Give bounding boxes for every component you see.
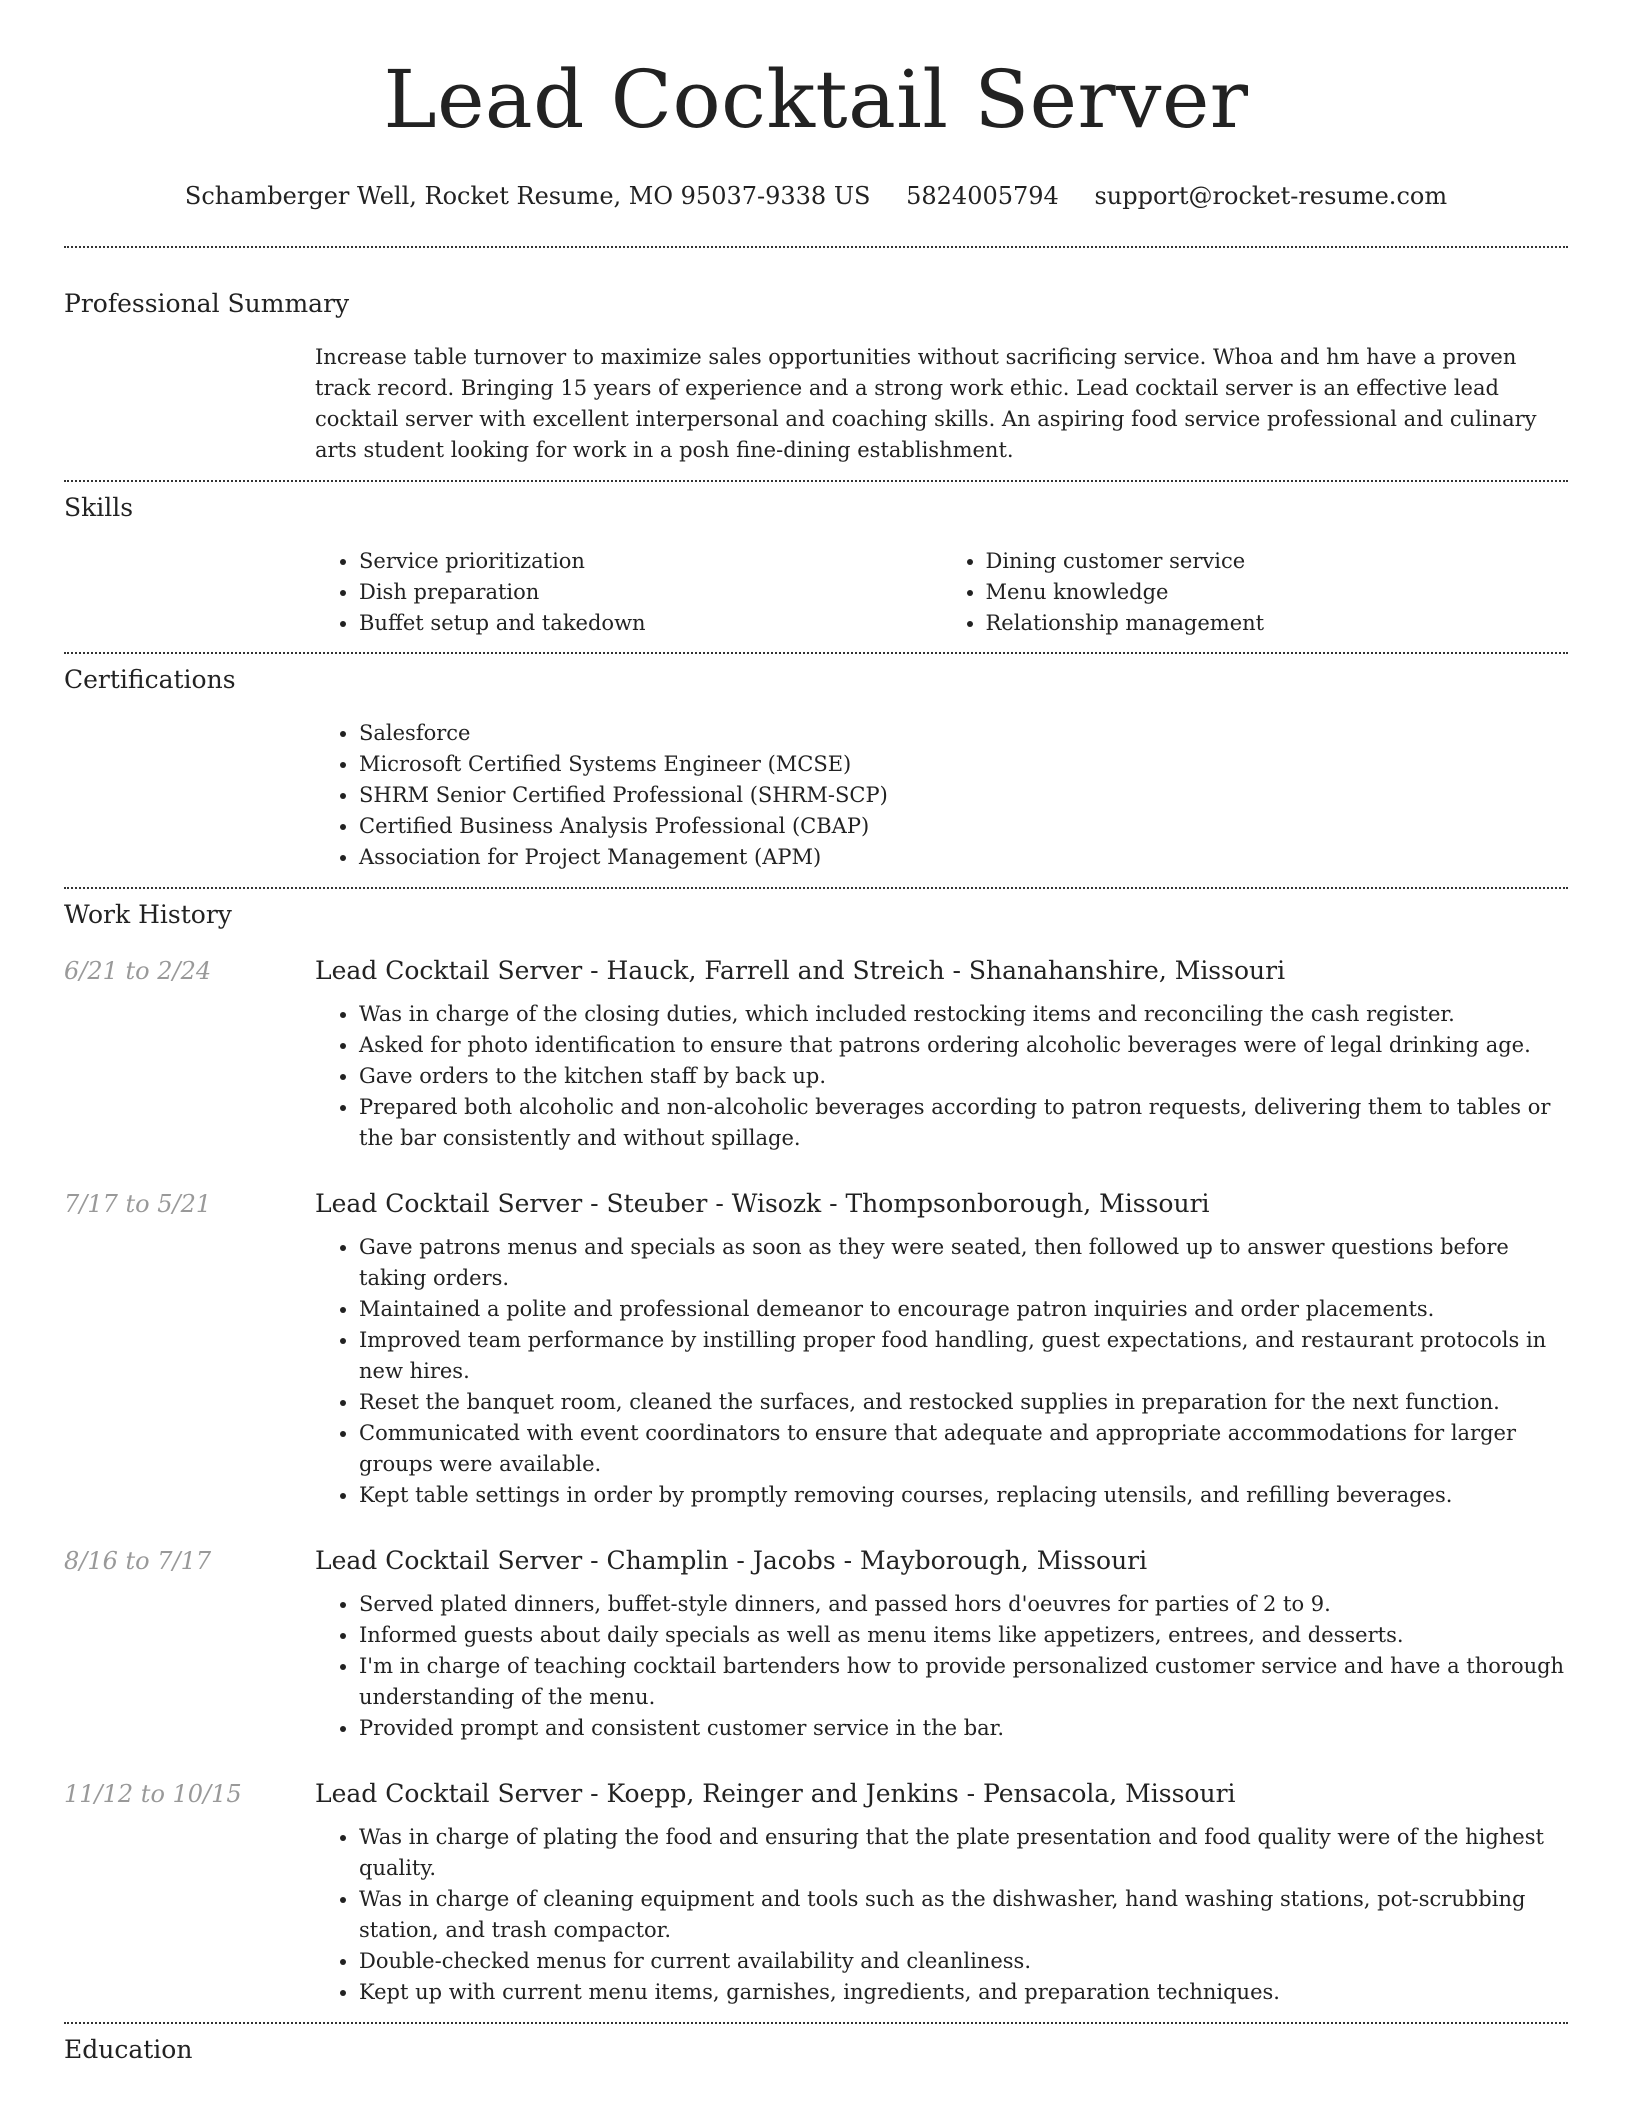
job-bullet: • I'm in charge of teaching cocktail bartenders how to provide personalized customer service and have a thorough understanding of the menu.: [359, 1651, 1568, 1713]
job-dates: 11/12 to 10/15: [64, 1780, 242, 1808]
job-bullet: • Maintained a polite and professional demeanor to encourage patron inquiries and order placements.: [359, 1294, 1568, 1325]
skills-list-left: [315, 546, 942, 639]
job-heading: Lead Cocktail Server - Champlin - Jacobs - Mayborough, Missouri: [315, 1546, 1148, 1575]
job-dates: 8/16 to 7/17: [64, 1547, 212, 1575]
job-bullet: • Improved team performance by instilling proper food handling, guest expectations, and restaurant protocols in new hires.: [359, 1325, 1568, 1387]
job-entry: [64, 1545, 1568, 1744]
contact-phone: 5824005794: [906, 182, 1059, 210]
job-bullets: [315, 1822, 1568, 2008]
skills-section: [64, 482, 1568, 639]
job-bullet: • Gave orders to the kitchen staff by back up.: [359, 1061, 1568, 1092]
skill-item: • Relationship management: [986, 608, 1569, 639]
job-dates: 6/21 to 2/24: [64, 957, 212, 985]
summary-title: Professional Summary: [64, 289, 350, 318]
skills-title: Skills: [64, 493, 134, 522]
job-bullet: • Was in charge of plating the food and ensuring that the plate presentation and food quality were of the highest quality.: [359, 1822, 1568, 1884]
education-title: Education: [64, 2035, 193, 2064]
job-bullet: • Double-checked menus for current availability and cleanliness.: [359, 1946, 1568, 1977]
job-heading: Lead Cocktail Server - Koepp, Reinger and Jenkins - Pensacola, Missouri: [315, 1779, 1236, 1808]
job-bullet: • Informed guests about daily specials as well as menu items like appetizers, entrees, and desserts.: [359, 1620, 1568, 1651]
skill-item: • Dining customer service: [986, 546, 1569, 577]
job-bullet: • Was in charge of cleaning equipment and tools such as the dishwasher, hand washing stations, pot-scrubbing station, and trash compactor.: [359, 1884, 1568, 1946]
job-bullets: [315, 1232, 1568, 1511]
work-history-section: [64, 889, 1568, 2008]
job-heading: Lead Cocktail Server - Hauck, Farrell and Streich - Shanahanshire, Missouri: [315, 956, 1286, 985]
job-bullet: • Kept table settings in order by promptly removing courses, replacing utensils, and refilling beverages.: [359, 1480, 1568, 1511]
job-bullet: • Was in charge of the closing duties, which included restocking items and reconciling the cash register.: [359, 999, 1568, 1030]
contact-line: [64, 180, 1568, 212]
certification-item: • Association for Project Management (APM): [359, 842, 1568, 873]
job-bullet: • Provided prompt and consistent customer service in the bar.: [359, 1713, 1568, 1744]
resume-name: Lead Cocktail Server: [383, 53, 1249, 146]
contact-address: Schamberger Well, Rocket Resume, MO 95037-9338 US: [184, 182, 871, 210]
job-bullet: • Communicated with event coordinators to ensure that adequate and appropriate accommodations for larger groups were available.: [359, 1418, 1568, 1480]
job-heading: Lead Cocktail Server - Steuber - Wisozk - Thompsonborough, Missouri: [315, 1189, 1210, 1218]
skill-item: • Dish preparation: [359, 577, 942, 608]
job-bullet: • Asked for photo identification to ensure that patrons ordering alcoholic beverages were of legal drinking age.: [359, 1030, 1568, 1061]
education-section: [64, 2024, 1568, 2066]
certification-item: • SHRM Senior Certified Professional (SHRM-SCP): [359, 780, 1568, 811]
certifications-section: [64, 654, 1568, 873]
certification-item: • Certified Business Analysis Professional (CBAP): [359, 811, 1568, 842]
job-entry: [64, 1778, 1568, 2008]
job-bullet: • Prepared both alcoholic and non-alcoholic beverages according to patron requests, delivering them to tables or the bar consistently and without spillage.: [359, 1092, 1568, 1154]
skill-item: • Menu knowledge: [986, 577, 1569, 608]
certification-item: • Salesforce: [359, 718, 1568, 749]
job-bullets: [315, 1589, 1568, 1744]
summary-section: [64, 248, 1568, 466]
job-entry: [64, 955, 1568, 1154]
certification-item: • Microsoft Certified Systems Engineer (MCSE): [359, 749, 1568, 780]
job-bullet: • Gave patrons menus and specials as soon as they were seated, then followed up to answer questions before taking orders.: [359, 1232, 1568, 1294]
job-dates: 7/17 to 5/21: [64, 1190, 212, 1218]
certifications-list: [315, 718, 1568, 873]
job-bullet: • Reset the banquet room, cleaned the surfaces, and restocked supplies in preparation for the next function.: [359, 1387, 1568, 1418]
job-bullet: • Kept up with current menu items, garnishes, ingredients, and preparation techniques.: [359, 1977, 1568, 2008]
certifications-title: Certifications: [64, 665, 236, 694]
skill-item: • Buffet setup and takedown: [359, 608, 942, 639]
job-bullets: [315, 999, 1568, 1154]
summary-text: Increase table turnover to maximize sales opportunities without sacrificing service. Whoa and hm have a proven track record. Bringing 15 years of experience and a strong work ethic. Lead cocktail server is an effective lead cocktail server with excellent interpersonal and coaching skills. An aspiring food service professional and culinary arts student looking for work in a posh fine-dining establishment.: [315, 345, 1537, 462]
work-history-title: Work History: [64, 900, 232, 929]
job-bullet: • Served plated dinners, buffet-style dinners, and passed hors d'oeuvres for parties of 2 to 9.: [359, 1589, 1568, 1620]
skills-list-right: [942, 546, 1569, 639]
contact-email: support@rocket-resume.com: [1094, 182, 1448, 210]
job-entry: [64, 1188, 1568, 1511]
skill-item: • Service prioritization: [359, 546, 942, 577]
